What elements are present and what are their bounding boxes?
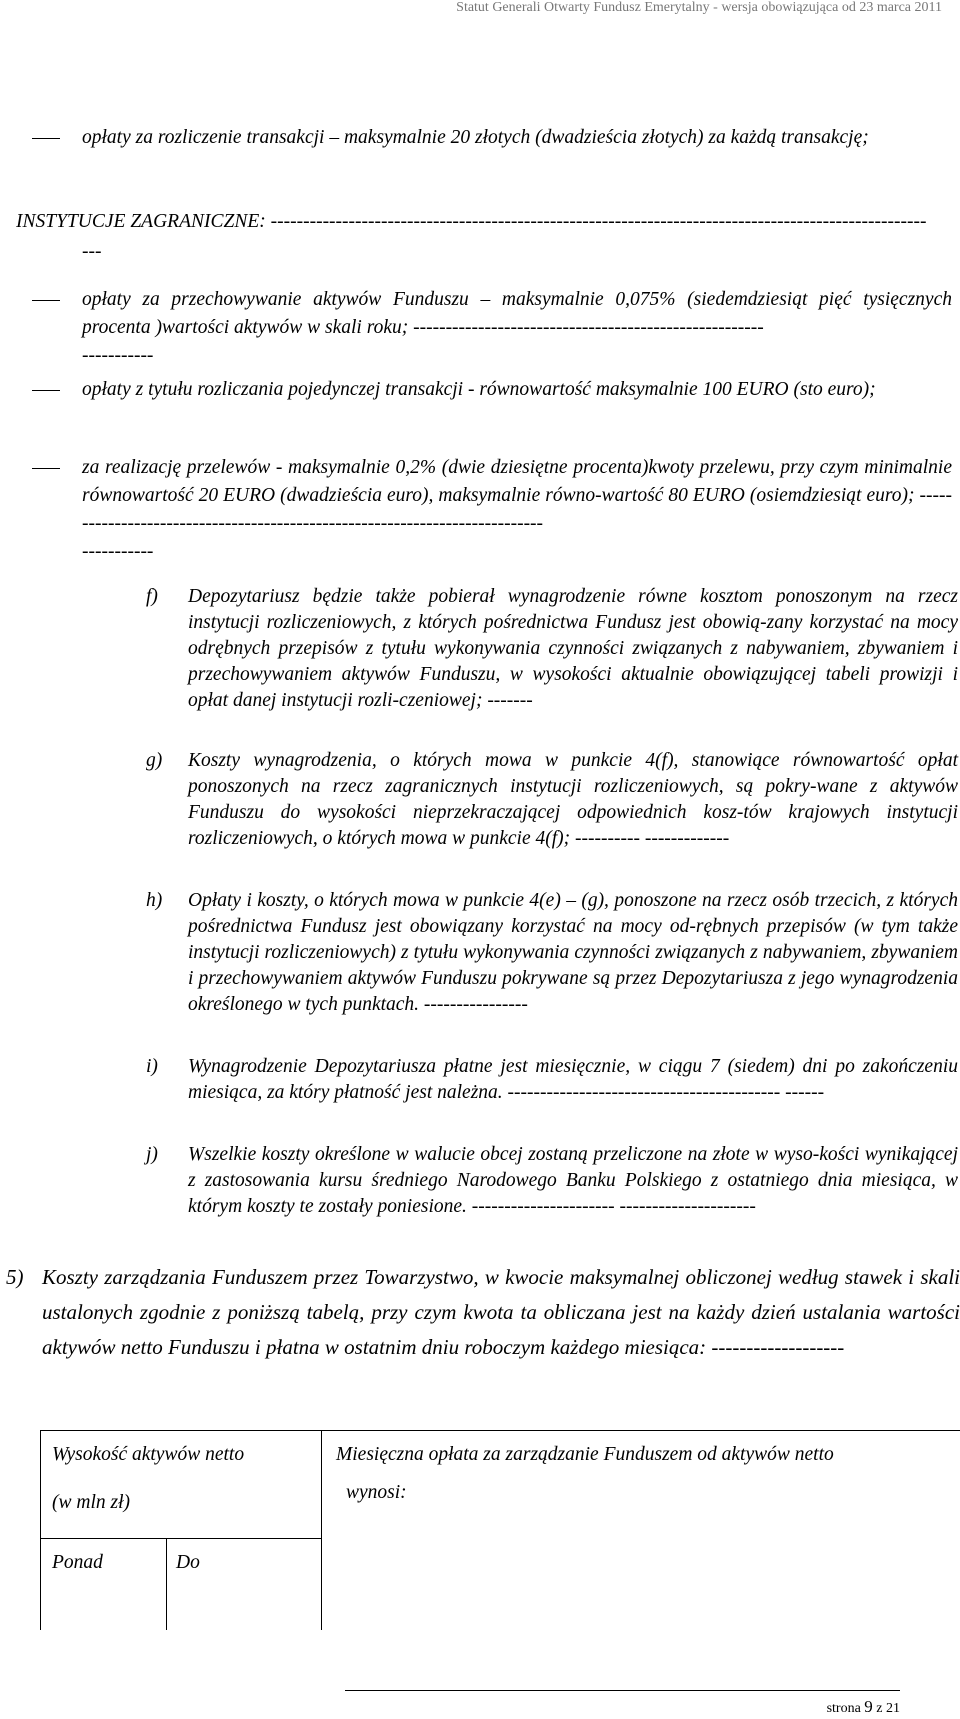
transfer-fee-continuation: ----------- <box>82 541 154 562</box>
table-header-assets-line2: (w mln zł) <box>52 1492 130 1513</box>
section-f-text: Depozytariusz będzie także pobierał wynagrodzenie równe kosztom ponoszonym na rzecz instytucji rozliczeniowych, z których pośrednictwa Fundusz jest obowią-zany korzystać na mocy odrębnych przepisów z tytułu wykonywania czynności związanych z nabywaniem, zbywaniem i przechowywaniem aktywów Funduszu, w wysokości aktualnie obowiązującej tabeli prowizji i opłat danej instytucji rozli-czeniowej; ------- <box>188 586 958 711</box>
section-marker-f: f) <box>146 586 158 607</box>
section-marker-j: j) <box>146 1144 158 1165</box>
table-header-fee-line1: Miesięczna opłata za zarządzanie Funduszem od aktywów netto <box>336 1444 834 1465</box>
section-i-text: Wynagrodzenie Depozytariusza płatne jest miesięcznie, w ciągu 7 (siedem) dni po zakończeniu miesiąca, za który płatność jest należna. ------------------------------------------ ------ <box>188 1056 958 1103</box>
section-marker-h: h) <box>146 890 163 911</box>
document-header: Statut Generali Otwarty Fundusz Emerytalny - wersja obowiązująca od 23 marca 2011 <box>456 0 942 15</box>
custody-fee-item: opłaty za przechowywanie aktywów Funduszu – maksymalnie 0,075% (siedemdziesiąt pięć tysięcznych procenta )wartości aktywów w skali roku; ------------------------------------------------------ <box>82 289 952 338</box>
bullet-dash <box>32 390 60 391</box>
bullet-dash <box>32 468 60 469</box>
section-marker-g: g) <box>146 750 163 771</box>
table-subheader-from: Ponad <box>52 1552 103 1573</box>
page-number: strona 9 z 21 <box>826 1697 900 1716</box>
section-g-text: Koszty wynagrodzenia, o których mowa w punkcie 4(f), stanowiące równowartość opłat ponoszonych na rzecz zagranicznych instytucji rozliczeniowych, są pokry-wane z aktywów Funduszu do wysokości nieprzekraczającej odpowiednich kosz-tów krajowych instytucji rozliczeniowych, o których mowa w punkcie 4(f); ---------- ------------- <box>188 750 958 849</box>
point-5-text: Koszty zarządzania Funduszem przez Towarzystwo, w kwocie maksymalnej obliczonej według stawek i skali ustalonych zgodnie z poniższą tabelą, przy czym kwota ta obliczana jest na każdy dzień ustalania wartości aktywów netto Funduszu i płatna w ostatnim dniu roboczym każdego miesiąca: ------------------- <box>42 1265 960 1359</box>
table-header-fee-line2: wynosi: <box>346 1482 407 1503</box>
foreign-institutions-heading: INSTYTUCJE ZAGRANICZNE: ----------------------------------------------------------------------------------------------------- <box>16 211 927 232</box>
management-fee-table <box>40 1430 960 1630</box>
transfer-fee-item: za realizację przelewów - maksymalnie 0,2% (dwie dziesiętne procenta)kwoty przelewu, przy czym minimalnie równowartość 20 EURO (dwadzieścia euro), maksymalnie równo-wartość 80 EURO (osiemdziesiąt euro); ---------------------------------------------------------------------------- <box>82 457 952 534</box>
section-h-text: Opłaty i koszty, o których mowa w punkcie 4(e) – (g), ponoszone na rzecz osób trzecich, z których pośrednictwa Fundusz jest obowiązany korzystać na mocy od-rębnych przepisów (w tym także instytucji rozliczeniowych) z tytułu wykonywania czynności związanych z nabywaniem, zbywaniem i przechowywaniem aktywów Funduszu pokrywane są przez Depozytariusza z jego wynagrodzenia określonego w tych punktach. ---------------- <box>188 890 958 1015</box>
table-header-assets-line1: Wysokość aktywów netto <box>52 1444 245 1465</box>
custody-fee-continuation: ----------- <box>82 345 154 366</box>
section-marker-i: i) <box>146 1056 158 1077</box>
foreign-heading-continuation: --- <box>82 241 102 262</box>
bullet-dash <box>32 138 60 139</box>
section-j-text: Wszelkie koszty określone w walucie obcej zostaną przeliczone na złote w wyso-kości wynikającej z zastosowania kursu średniego Narodowego Banku Polskiego z ostatniego dnia miesiąca, w którym koszty te zostały poniesione. ---------------------- --------------------- <box>188 1144 958 1217</box>
single-transaction-fee-item: opłaty z tytułu rozliczania pojedynczej transakcji - równowartość maksymalnie 100 EURO (sto euro); <box>82 379 876 400</box>
bullet-dash <box>32 300 60 301</box>
table-subheader-to: Do <box>176 1552 200 1573</box>
footer-rule <box>345 1690 900 1691</box>
point-5-marker: 5) <box>6 1265 24 1289</box>
settlement-fee-item: opłaty za rozliczenie transakcji – maksymalnie 20 złotych (dwadzieścia złotych) za każdą transakcję; <box>82 127 869 148</box>
